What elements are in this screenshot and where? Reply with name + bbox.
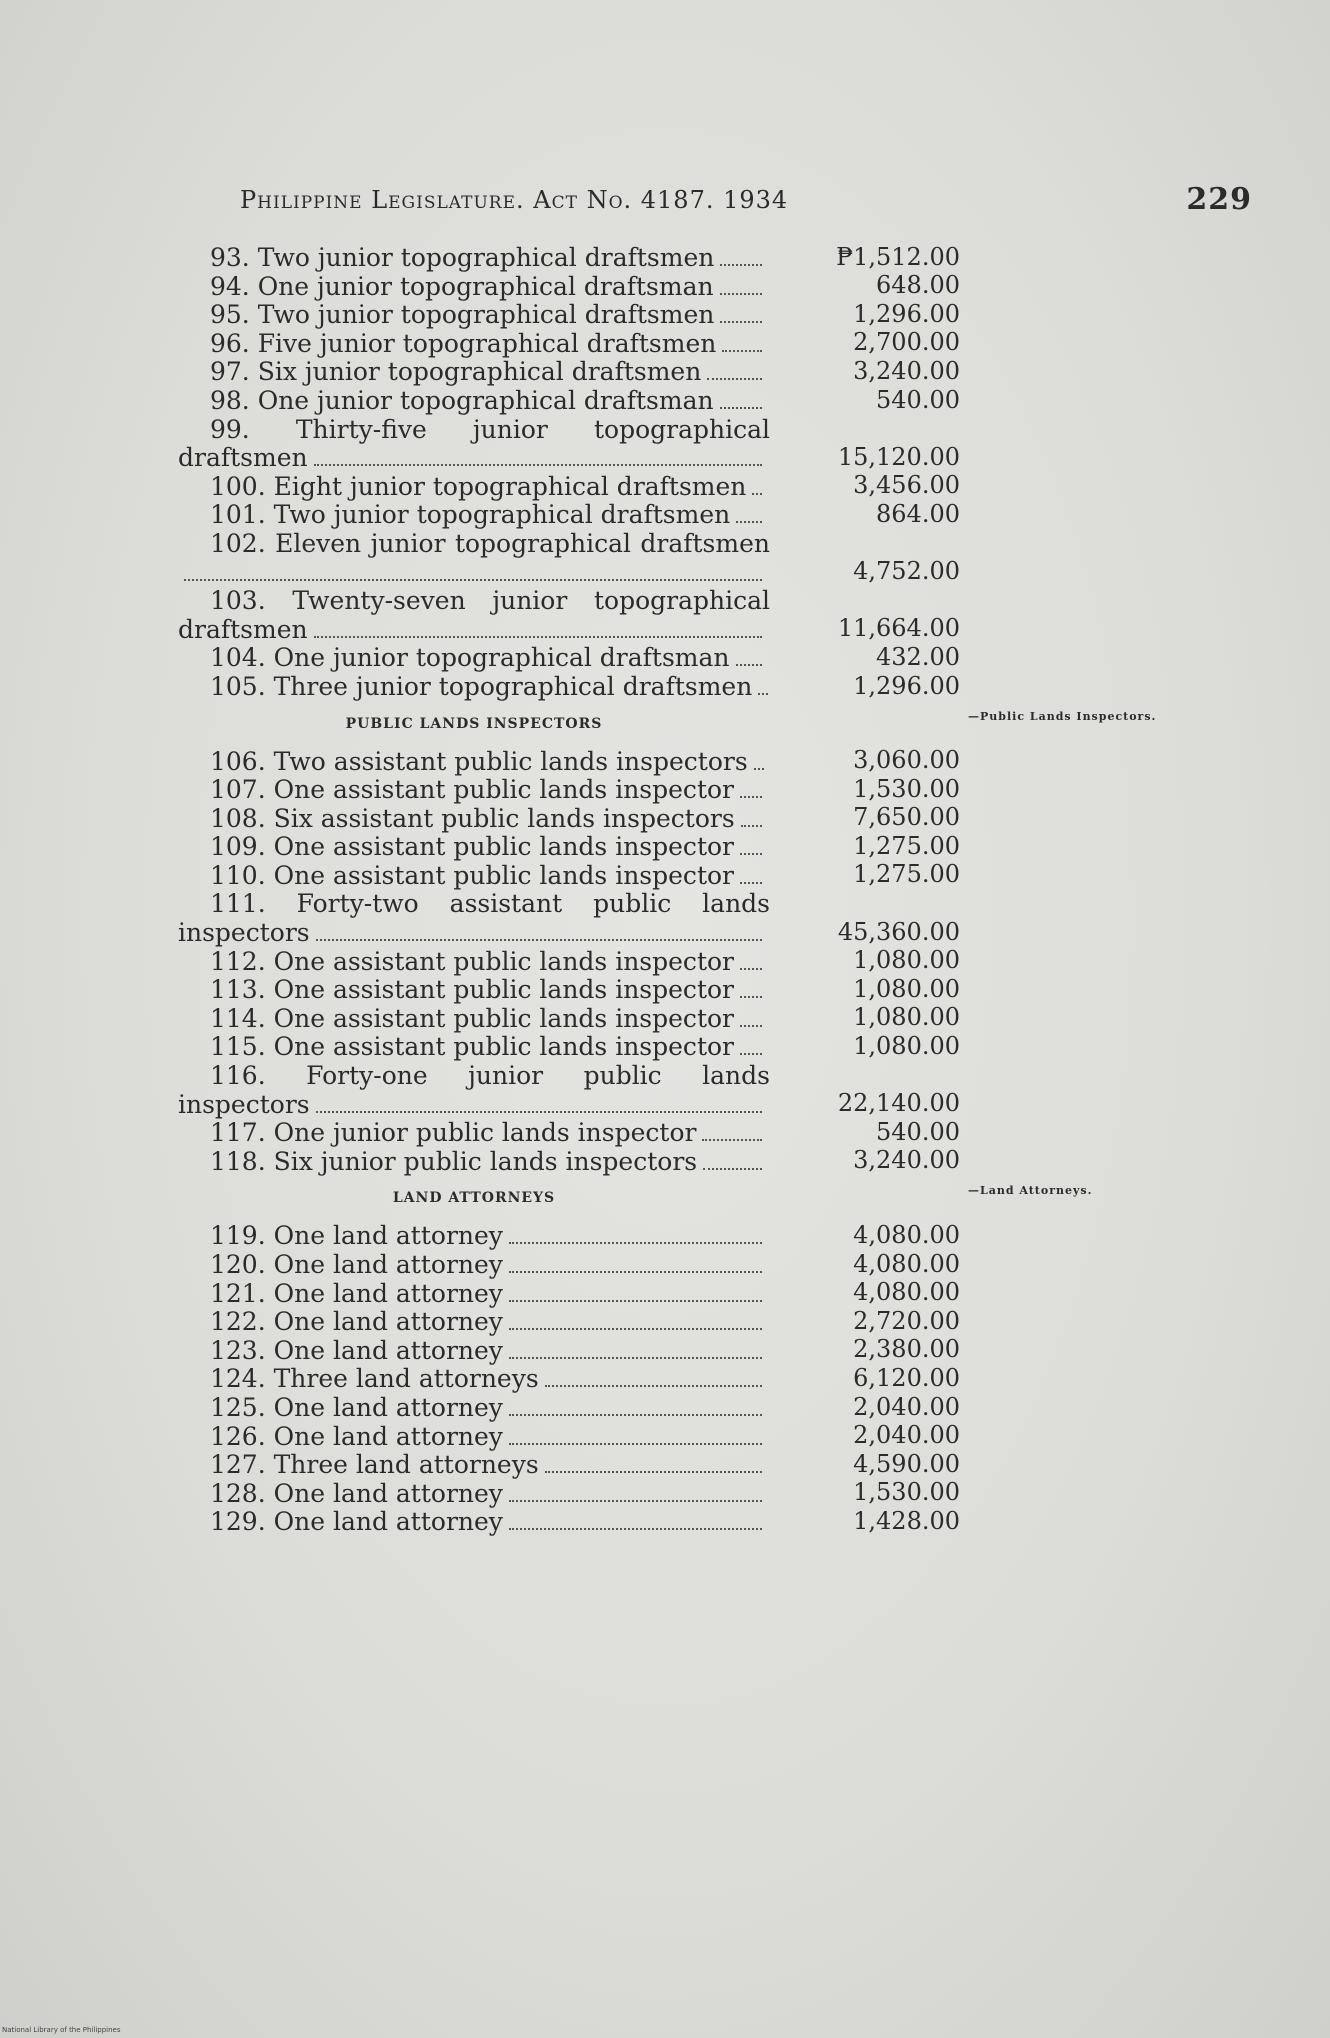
entry-amount: 2,380.00 — [853, 1335, 960, 1364]
entry-amount: ₱1,512.00 — [836, 242, 960, 271]
appropriation-entry — [178, 1394, 978, 1423]
dot-leader — [740, 1053, 762, 1055]
entry-amount: 1,530.00 — [853, 1478, 960, 1507]
dot-leader — [316, 1111, 762, 1113]
appropriation-entry — [178, 1280, 978, 1309]
entry-amount: 2,040.00 — [853, 1421, 960, 1450]
appropriation-entry — [178, 1423, 978, 1452]
entry-text: 116. Forty-one junior public lands inspectors — [178, 1061, 770, 1119]
entry-text: 107. One assistant public lands inspector — [210, 775, 734, 805]
entry-amount: 11,664.00 — [837, 614, 960, 643]
entry-text: 114. One assistant public lands inspector — [210, 1003, 734, 1033]
entry-description — [178, 673, 770, 702]
dot-leader — [736, 664, 762, 666]
entry-description — [178, 644, 770, 673]
entry-text: 113. One assistant public lands inspector — [210, 975, 734, 1005]
appropriation-entry — [178, 1033, 978, 1062]
appropriation-entry — [178, 501, 978, 530]
entry-text: 127. Three land attorneys — [210, 1450, 539, 1480]
section-heading — [178, 1184, 1093, 1207]
entry-description — [178, 1280, 770, 1309]
appropriation-list — [178, 242, 1157, 1537]
entry-text: 123. One land attorney — [210, 1335, 503, 1365]
appropriation-entry — [178, 976, 978, 1005]
appropriation-entry — [178, 833, 978, 862]
entry-amount: 4,080.00 — [853, 1221, 960, 1249]
appropriation-entry — [178, 1119, 978, 1148]
entry-amount: 1,275.00 — [853, 860, 960, 889]
appropriation-entry — [178, 644, 978, 673]
entry-description — [178, 358, 770, 387]
dot-leader — [184, 579, 762, 581]
entry-text: 125. One land attorney — [210, 1392, 503, 1422]
entry-amount: 1,275.00 — [853, 831, 960, 860]
entry-description — [178, 1308, 770, 1337]
dot-leader — [740, 1025, 762, 1027]
entry-description — [178, 587, 770, 644]
appropriation-entry — [178, 1365, 978, 1394]
dot-leader — [740, 968, 762, 970]
entry-text: 103. Twenty-seven junior topographical draftsmen — [178, 586, 770, 644]
page-header — [240, 182, 1260, 217]
page-number: 229 — [1186, 182, 1252, 217]
entry-amount: 1,530.00 — [853, 774, 960, 803]
dot-leader — [509, 1242, 762, 1244]
entry-description — [178, 948, 770, 977]
appropriation-entry — [178, 1480, 978, 1509]
dot-leader — [740, 796, 762, 798]
entry-description — [178, 501, 770, 530]
entry-description — [178, 1365, 770, 1394]
entry-amount: 1,080.00 — [853, 974, 960, 1003]
entry-text: 104. One junior topographical draftsman — [210, 643, 730, 673]
appropriation-entry — [178, 748, 978, 777]
dot-leader — [509, 1528, 762, 1530]
dot-leader — [720, 321, 762, 323]
entry-description — [178, 1005, 770, 1034]
entry-description — [178, 1337, 770, 1366]
entry-description — [178, 1251, 770, 1280]
entry-text: 106. Two assistant public lands inspectors — [210, 746, 748, 776]
dot-leader — [509, 1500, 762, 1502]
entry-amount: 432.00 — [876, 642, 960, 671]
entry-amount: 540.00 — [876, 385, 960, 414]
appropriation-entry — [178, 862, 978, 891]
appropriation-entry — [178, 530, 978, 587]
entry-description — [178, 833, 770, 862]
entry-amount: 1,428.00 — [853, 1506, 960, 1535]
entry-amount: 648.00 — [876, 271, 960, 300]
entry-text: 110. One assistant public lands inspector — [210, 860, 734, 890]
entry-amount: 4,752.00 — [853, 557, 960, 586]
dot-leader — [720, 264, 762, 266]
entry-text: 124. Three land attorneys — [210, 1364, 539, 1394]
entry-text: 129. One land attorney — [210, 1507, 503, 1537]
entry-description — [178, 862, 770, 891]
entry-text: 94. One junior topographical draftsman — [210, 271, 714, 301]
dot-leader — [740, 882, 762, 884]
dot-leader — [314, 464, 762, 466]
entry-amount: 1,080.00 — [853, 1003, 960, 1032]
entry-description — [178, 330, 770, 359]
entry-description — [178, 1451, 770, 1480]
entry-amount: 4,080.00 — [853, 1249, 960, 1278]
dot-leader — [545, 1471, 762, 1473]
entry-amount: 4,590.00 — [853, 1449, 960, 1478]
entry-text: 121. One land attorney — [210, 1278, 503, 1308]
entry-text: 97. Six junior topographical draftsmen — [210, 357, 702, 387]
appropriation-entry — [178, 273, 978, 302]
entry-description — [178, 1222, 770, 1251]
entry-amount: 6,120.00 — [853, 1363, 960, 1392]
entry-text: 100. Eight junior topographical draftsmen — [210, 471, 747, 501]
entry-amount: 1,296.00 — [853, 671, 960, 700]
entry-text: 111. Forty-two assistant public lands inspectors — [178, 889, 770, 948]
appropriation-entry — [178, 330, 978, 359]
dot-leader — [722, 350, 762, 352]
dot-leader — [314, 636, 762, 638]
dot-leader — [720, 293, 762, 295]
entry-amount: 3,060.00 — [853, 746, 960, 775]
entry-text: 126. One land attorney — [210, 1421, 503, 1451]
entry-description — [178, 387, 770, 416]
dot-leader — [509, 1300, 762, 1302]
appropriation-entry — [178, 776, 978, 805]
dot-leader — [740, 853, 762, 855]
entry-text: 112. One assistant public lands inspector — [210, 946, 734, 976]
dot-leader — [509, 1414, 762, 1416]
entry-amount: 540.00 — [876, 1117, 960, 1146]
appropriation-entry — [178, 244, 978, 273]
entry-amount: 1,080.00 — [853, 1032, 960, 1061]
dot-leader — [509, 1357, 762, 1359]
entry-text: 119. One land attorney — [210, 1221, 503, 1251]
appropriation-entry — [178, 890, 978, 947]
entry-description — [178, 273, 770, 302]
entry-description — [178, 748, 770, 777]
entry-text: 95. Two junior topographical draftsmen — [210, 300, 715, 330]
entry-description — [178, 1119, 770, 1148]
entry-text: 109. One assistant public lands inspector — [210, 832, 734, 862]
appropriation-entry — [178, 805, 978, 834]
entry-description — [178, 976, 770, 1005]
margin-note: —Public Lands Inspectors. — [968, 709, 1157, 723]
entry-amount: 1,080.00 — [853, 946, 960, 975]
entry-description — [178, 244, 770, 273]
dot-leader — [702, 1139, 762, 1141]
entry-description — [178, 473, 770, 502]
entry-description — [178, 1033, 770, 1062]
dot-leader — [741, 825, 762, 827]
entry-description — [178, 1062, 770, 1119]
entry-amount: 3,456.00 — [853, 471, 960, 500]
dot-leader — [509, 1271, 762, 1273]
entry-text: 128. One land attorney — [210, 1478, 503, 1508]
appropriation-entry — [178, 1308, 978, 1337]
section-heading-text: LAND ATTORNEYS — [392, 1190, 556, 1207]
appropriation-entry — [178, 1148, 978, 1177]
entry-amount: 3,240.00 — [853, 1146, 960, 1175]
entry-text: 102. Eleven junior topographical draftsmen — [210, 528, 770, 558]
entry-amount: 45,360.00 — [837, 917, 960, 946]
appropriation-entry — [178, 1451, 978, 1480]
entry-description — [178, 1480, 770, 1509]
entry-text: 108. Six assistant public lands inspectors — [210, 803, 735, 833]
dot-leader — [740, 996, 762, 998]
appropriation-entry — [178, 1508, 978, 1537]
entry-text: 93. Two junior topographical draftsmen — [210, 243, 715, 272]
entry-text: 98. One junior topographical draftsman — [210, 385, 714, 415]
entry-text: 105. Three junior topographical draftsmen — [210, 671, 753, 701]
appropriation-entry — [178, 948, 978, 977]
entry-text: 117. One junior public lands inspector — [210, 1118, 697, 1148]
entry-amount: 864.00 — [876, 499, 960, 528]
entry-description — [178, 776, 770, 805]
appropriation-entry — [178, 358, 978, 387]
dot-leader — [509, 1443, 762, 1445]
dot-leader — [703, 1168, 762, 1170]
entry-amount: 2,720.00 — [853, 1306, 960, 1335]
entry-text: 115. One assistant public lands inspector — [210, 1032, 734, 1062]
entry-amount: 15,120.00 — [837, 442, 960, 471]
entry-amount: 3,240.00 — [853, 356, 960, 385]
dot-leader — [720, 407, 762, 409]
dot-leader — [316, 939, 762, 941]
footer-credit: National Library of the Philippines — [2, 2026, 121, 2034]
entry-amount: 4,080.00 — [853, 1278, 960, 1307]
dot-leader — [545, 1385, 762, 1387]
entry-text: 101. Two junior topographical draftsmen — [210, 500, 731, 530]
entry-text: 120. One land attorney — [210, 1250, 503, 1279]
entry-amount: 2,040.00 — [853, 1392, 960, 1421]
appropriation-entry — [178, 587, 978, 644]
appropriation-entry — [178, 1062, 978, 1119]
entry-text: 96. Five junior topographical draftsmen — [210, 328, 717, 358]
entry-amount: 1,296.00 — [853, 299, 960, 328]
entry-text: 118. Six junior public lands inspectors — [210, 1146, 698, 1176]
entry-description — [178, 530, 770, 587]
entry-description — [178, 416, 770, 473]
appropriation-entry — [178, 473, 978, 502]
entry-amount: 22,140.00 — [837, 1089, 960, 1118]
appropriation-entry — [178, 1222, 978, 1251]
appropriation-entry — [178, 301, 978, 330]
entry-text: 99. Thirty-five junior topographical draftsmen — [178, 414, 770, 473]
margin-note: —Land Attorneys. — [968, 1184, 1093, 1198]
entry-amount: 7,650.00 — [853, 803, 960, 832]
appropriation-entry — [178, 1005, 978, 1034]
entry-description — [178, 1423, 770, 1452]
appropriation-entry — [178, 416, 978, 473]
entry-description — [178, 1508, 770, 1537]
entry-description — [178, 890, 770, 947]
dot-leader — [707, 378, 762, 380]
section-heading — [178, 709, 1157, 732]
entry-description — [178, 1394, 770, 1423]
entry-description — [178, 805, 770, 834]
running-title: Philippine Legislature. Act No. 4187. 1934 — [240, 186, 789, 214]
appropriation-entry — [178, 673, 978, 702]
appropriation-entry — [178, 1337, 978, 1366]
entry-text: 122. One land attorney — [210, 1307, 503, 1337]
dot-leader — [736, 521, 762, 523]
appropriation-entry — [178, 1251, 978, 1280]
entry-description — [178, 301, 770, 330]
entry-amount: 2,700.00 — [853, 328, 960, 357]
section-heading-text: PUBLIC LANDS INSPECTORS — [345, 715, 603, 732]
entry-description — [178, 1148, 770, 1177]
appropriation-entry — [178, 387, 978, 416]
dot-leader — [509, 1328, 762, 1330]
